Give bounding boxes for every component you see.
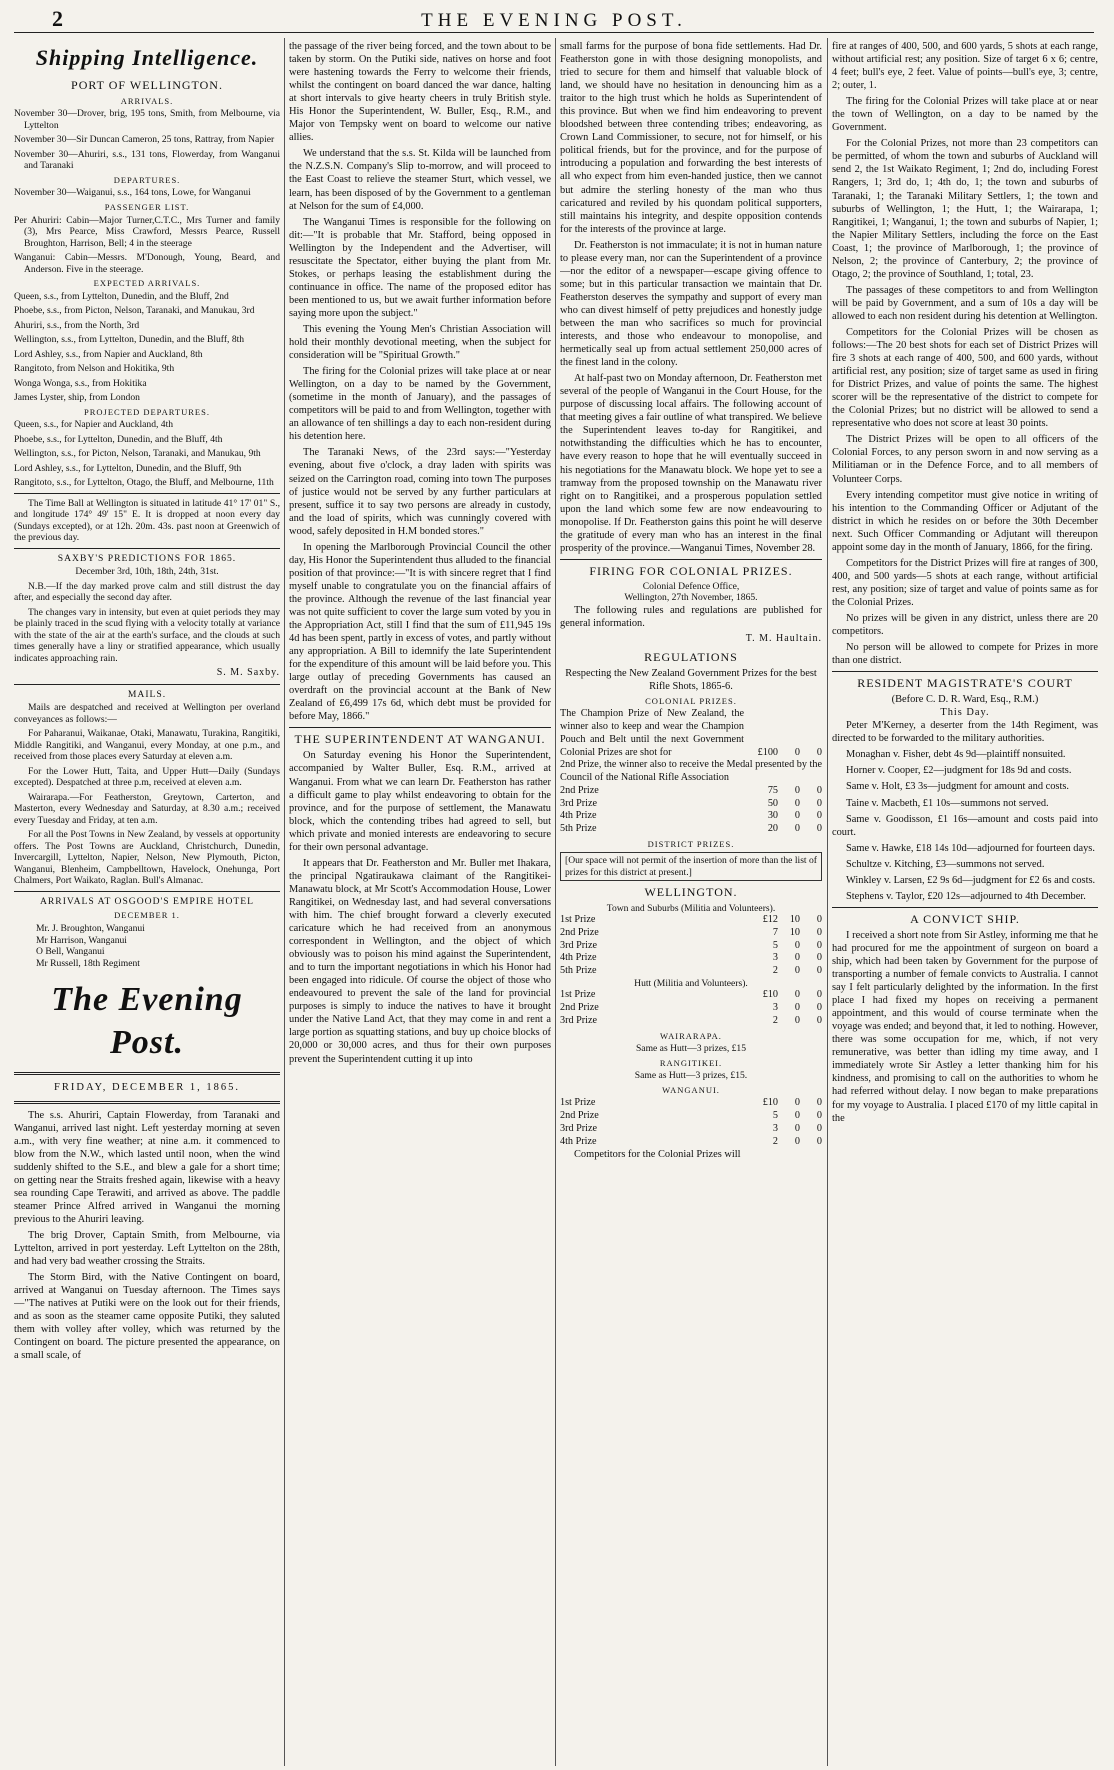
prize-shillings: 0 xyxy=(794,1110,800,1122)
expected-item: James Lyster, ship, from London xyxy=(14,392,140,404)
prize-pence: 0 xyxy=(816,784,822,796)
article-paragraph: Competitors for the Colonial Prizes will be chosen as follows:—The 20 best shots for each set of District Prizes will fire 3 shots at each range of 400, 500, and 600 yards, without artificial rest, any position; size of target same as used in firing for District Prizes, and value of points the same. The highest scorer will be the representative of the district to compete for the Colonial Prizes; but no district will be allowed to send a representative who does not score at least 30 points. xyxy=(832,326,1098,430)
arrival-item: November 30—Ahuriri, s.s., 131 tons, Flowerday, from Wanganui and Taranaki xyxy=(14,148,280,172)
divider xyxy=(832,907,1098,908)
wanganui-prize-table xyxy=(560,1097,822,1148)
prize-pounds: 30 xyxy=(767,810,778,822)
convict-heading: A CONVICT SHIP. xyxy=(910,911,1020,926)
arrivals-list xyxy=(14,108,280,172)
article-paragraph: For the Colonial Prizes, not more than 23 competitors can be permitted, of whom the town and suburbs of Auckland will send 2, the 1st Waikato Regiment, 1; 2nd do, including Forest Rangers, 1; 3rd do, 1; 4th do, 1; the town and suburbs of Taranaki, 1; the Taranaki Military Settlers, 1; the town and suburbs of Wellington, 1; the Hutt, 1; the Wairarapa, 1; Rangitikei, 1; Wanganui, 1; the town and suburbs of Napier, 1; the Napier Military Settlers, including the force on the East Coast, 1; the province of Marlborough, 1; the province of Nelson, 2; the province of Canterbury, 2; the province of Otago, 2; the province of Southland, 1; total, 23. xyxy=(832,138,1098,280)
projected-item: Phoebe, s.s., for Lyttelton, Dunedin, and the Bluff, 4th xyxy=(14,433,223,445)
prize-label: 1st Prize xyxy=(560,914,596,926)
osgood-heading: ARRIVALS AT OSGOOD'S EMPIRE HOTEL xyxy=(39,895,254,907)
prize-pence: 0 xyxy=(816,952,822,964)
prize-pence: 0 xyxy=(816,939,822,951)
column-2 xyxy=(289,40,551,1766)
prize-shillings: 0 xyxy=(794,1014,800,1026)
prize-pence: 0 xyxy=(816,1014,822,1026)
prize-label: 5th Prize xyxy=(560,965,597,977)
prize-pence: 0 xyxy=(816,926,822,938)
port-heading: PORT OF WELLINGTON. xyxy=(71,77,223,92)
court-entry: Peter M'Kerney, a deserter from the 14th Regiment, was directed to be forwarded to the military authorities. xyxy=(832,720,1098,745)
prize-pounds: 2 xyxy=(772,965,778,977)
prize-shillings: 10 xyxy=(789,914,800,926)
prize-label: The Champion Prize of New Zealand, the winner also to keep and wear the Champion Pouch and Belt until the next Government Colonial Prizes are shot for xyxy=(560,708,744,758)
prize-pounds: 3 xyxy=(772,1122,778,1134)
wairarapa-heading: WAIRARAPA. xyxy=(660,1030,722,1041)
mails-item: Wairarapa.—For Featherston, Greytown, Carterton, and Masterton, every Wednesday and Saturday, at 8.30 a.m.; received every Tuesday and Friday, at ten a.m. xyxy=(14,791,280,826)
prize-pence: 0 xyxy=(816,823,822,835)
osgood-name: Mr. J. Broughton, Wanganui xyxy=(36,923,145,935)
court-entry: Schultze v. Kitching, £3—summons not served. xyxy=(846,858,1045,870)
saxby-heading: SAXBY'S PREDICTIONS FOR 1865. xyxy=(57,552,237,564)
column-3 xyxy=(560,40,822,1766)
arrival-item: November 30—Sir Duncan Cameron, 25 tons, Rattray, from Napier xyxy=(14,134,275,146)
prize-pence: 0 xyxy=(816,914,822,926)
article-paragraph: The s.s. Ahuriri, Captain Flowerday, from Taranaki and Wanganui, arrived last night. Left yesterday morning at seven a.m., with very fine weather; at nine a.m. it commenced to blow from the N.W., which lasted until noon, when the wind suddenly shifted to the S.E., and blew a gale for a short time; on getting near the Straits freshed again, likewise with a heavy sea rounding Cape Terawiti, and arrived as above. The paddle steamer Prince Alfred arrived in Wanganui the morning previous to the Ahuriri leaving. xyxy=(14,1109,280,1225)
divider xyxy=(14,891,280,892)
table-row xyxy=(560,952,822,965)
prize-pence: 0 xyxy=(816,797,822,809)
prize-label: 2nd Prize xyxy=(560,1002,599,1014)
table-row xyxy=(560,965,822,978)
prize-shillings: 0 xyxy=(794,810,800,822)
article-paragraph: The District Prizes will be open to all officers of the Colonial Forces, to any person sworn in and now serving as a Militiaman or in the Defence Force, and to all members of Volunteer Corps. xyxy=(832,434,1098,485)
prize-label: 4th Prize xyxy=(560,952,597,964)
shipping-heading: Shipping Intelligence. xyxy=(35,45,259,70)
hutt-prize-table xyxy=(560,989,822,1027)
divider xyxy=(560,559,822,560)
table-row xyxy=(560,940,822,953)
prize-label: 3rd Prize xyxy=(560,797,598,809)
passenger-item: Per Ahuriri: Cabin—Major Turner,C.T.C., Mrs Turner and family (3), Mrs Pearce, Miss Crawford, Messrs Pearce, Russell Broughton, Harrison, Bell; 4 in the steerage xyxy=(14,214,280,249)
prize-label: 2nd Prize xyxy=(560,1110,599,1122)
prize-label: 1st Prize xyxy=(560,1097,596,1109)
prize-shillings: 0 xyxy=(794,965,800,977)
firing-office: Colonial Defence Office, xyxy=(642,580,740,592)
prize-pounds: £10 xyxy=(762,989,778,1001)
article-paragraph: At half-past two on Monday afternoon, Dr. Featherston met several of the people of Wanganui in the Court House, for the purpose of discussing local affairs. The following account of that meeting gives a fair outline of what transpired. We believe the Superintendent leaves to-day for Rangitikei, and notwithstanding the difficulties which he has to encounter, have every reason to hope that he will eventually succeed in his negotiations for the Manawatu block. We hope yet to see a tramway from the proposed township on the Manawatu river right on to Rangitikei, and a prosperous population settled upon the land which some few are now endeavouring to monopolise. If Dr. Featherston gains this point he will deserve the gratitude of every man who has an interest in the final prosperity of the province.—Wanganui Times, November 28. xyxy=(560,373,822,554)
prize-shillings: 0 xyxy=(794,746,800,758)
prize-shillings: 0 xyxy=(794,1002,800,1014)
article-paragraph: The Storm Bird, with the Native Contingent on board, arrived at Wanganui on Tuesday afternoon. The Times says—"The natives at Putiki were on the look out for their friends, and as soon as the steamer came opposite Putiki, they saluted them with volley after volley, which was returned by the Contingent on board. The picture presented the appearance, on a small scale, of xyxy=(14,1272,280,1362)
prize-label: 3rd Prize xyxy=(560,1122,598,1134)
expected-label: EXPECTED ARRIVALS. xyxy=(93,278,201,289)
article-paragraph: I received a short note from Sir Astley, informing me that he had procured for me the appointment of surgeon on board a ship, which had been taken by Government for the purpose of transporting a number of female convicts to Australia. I cannot say I felt particularly delighted by the information. In the first place I had fixed my hopes on receiving a permanent appointment, and this would of course terminate when the voyage was ended; and beyond that, it led to nothing. However, there was some occupation for me, which, if not very remunerative, was better than idling my time away, and I immediately wrote Sir Astley a letter thanking him for his kindness, and promising to call on the authorities to whom he had referred without delay. I now began to make preparations for my voyage to Australia. I placed £170 of my little capital in the xyxy=(832,929,1098,1124)
article-paragraph: No prizes will be given in any district, unless there are 20 competitors. xyxy=(832,612,1098,638)
prize-pence: 0 xyxy=(816,1097,822,1109)
prize-shillings: 0 xyxy=(794,939,800,951)
firing-date: Wellington, 27th November, 1865. xyxy=(624,592,758,604)
article-paragraph: Competitors for the Colonial Prizes will xyxy=(574,1149,741,1161)
divider xyxy=(14,684,280,685)
superintendent-heading: THE SUPERINTENDENT AT WANGANUI. xyxy=(294,732,546,747)
table-row xyxy=(560,1015,822,1028)
issue-date: FRIDAY, DECEMBER 1, 1865. xyxy=(54,1082,240,1094)
prize-label: 3rd Prize xyxy=(560,1014,598,1026)
firing-intro: The following rules and regulations are published for general information. xyxy=(560,604,822,629)
projected-list xyxy=(14,419,280,489)
prize-pence: 0 xyxy=(816,1002,822,1014)
divider xyxy=(832,671,1098,672)
article-paragraph: In opening the Marlborough Provincial Council the other day, His Honor the Superintendent thus alluded to the financial position of that province:—"It is with sincere regret that I find myself unable to congratulate you on the financial affairs of the province. Although the revenue of the last financial year was not quite sufficient to cover the large sum voted by you in the Appropriation Act, still I find that the sum of £11,945 19s 4d has been spent, partly in excess of votes, and partly without any appropriation. A Bill to idemnify the late Superintendent for the expenditure of this amount will be laid before you. This large outlay of preceding Governments has caused an overdraft on the provincial account at the Bank of New Zealand of £6,499 17s 6d, which debt must be provided for before May, 1866." xyxy=(289,541,551,723)
colonial-prize-table xyxy=(560,708,822,836)
article-paragraph: The firing for the Colonial prizes will take place at or near Wellington, on a day to be named by the Government, (sometime in the month of January), and the passages of competitors will be paid to and from Wellington, together with an allowance of ten shillings a day to each non-resident during his detention here. xyxy=(289,366,551,443)
time-ball-notice: The Time Ball at Wellington is situated in latitude 41° 17' 01" S., and longitude 174° 49' 15" E. It is dropped at noon every day (Sundays excepted), or at 12h. 20m. 43s. past noon at Greenwich of the previous day. xyxy=(14,497,280,544)
table-row xyxy=(560,785,822,798)
saxby-dates: December 3rd, 10th, 18th, 24th, 31st. xyxy=(75,566,219,578)
expected-item: Phoebe, s.s., from Picton, Nelson, Taranaki, and Manukau, 3rd xyxy=(14,305,255,317)
prize-pounds: £10 xyxy=(762,1097,778,1109)
mails-item: For all the Post Towns in New Zealand, by vessels at opportunity offers. The Post Towns are Auckland, Christchurch, Dunedin, Invercargill, Lyttelton, Napier, Nelson, New Plymouth, Picton, Wanganui, Blenheim, Campbelltown, Havelock, Onehunga, Port Chalmers, Port Waikato, Raglan. Bull's Almanac. xyxy=(14,829,280,887)
article-paragraph: The brig Drover, Captain Smith, from Melbourne, via Lyttelton, arrived in port yesterday. Left Lyttelton on the 28th, and had very bad weather crossing the Straits. xyxy=(14,1230,280,1268)
table-row xyxy=(560,759,822,785)
prize-pounds: 2 xyxy=(772,1014,778,1026)
column-rule xyxy=(827,38,828,1766)
prize-pence: 0 xyxy=(816,1122,822,1134)
newspaper-title: THE EVENING POST. xyxy=(421,10,687,31)
mails-heading: MAILS. xyxy=(127,688,167,700)
passengers-list xyxy=(14,215,280,276)
table-row xyxy=(560,927,822,940)
osgood-name: Mr Russell, 18th Regiment xyxy=(36,957,140,969)
prize-pounds: 3 xyxy=(772,1002,778,1014)
wairarapa-note: Same as Hutt—3 prizes, £15 xyxy=(635,1043,747,1055)
prize-pounds: 5 xyxy=(772,939,778,951)
prize-pounds: 20 xyxy=(767,823,778,835)
osgood-name: Mr Harrison, Wanganui xyxy=(36,934,127,946)
projected-item: Wellington, s.s., for Picton, Nelson, Taranaki, and Manukau, 9th xyxy=(14,448,261,460)
court-day: This Day. xyxy=(940,707,990,719)
article-paragraph: small farms for the purpose of bona fide settlements. Had Dr. Featherston gone in with those designing monopolists, and tried to secure for them and himself that valuable block of land, we should have no hesitation in denouncing him as a traitor to the high trust which he holds as Superintendent of this province. But when we find him endeavoring to prevent bloodshed between three contending tribes; endeavoring, as Crown Land Commissioner, to secure, not for himself, or his political friends, but for the province, and for the purpose of introducing a population and forwarding the best interests of all who expect from him even-handed justice, then we cannot but admire the sterling honesty of the man who thus caricatured and reviled by his quondam political supporters, still maintains his integrity, and despite opposition contends for the interests of the province at large. xyxy=(560,41,822,235)
prize-shillings: 0 xyxy=(794,797,800,809)
prize-shillings: 10 xyxy=(789,926,800,938)
divider xyxy=(14,1072,280,1075)
district-note: [Our space will not permit of the insertion of more than the list of prizes for this district at present.] xyxy=(560,852,822,881)
court-entry: Winkley v. Larsen, £2 9s 6d—judgment for £2 6s and costs. xyxy=(846,874,1096,886)
passenger-item: Wanganui: Cabin—Messrs. M'Donough, Young, Beard, and Anderson. Five in the steerage. xyxy=(14,252,280,275)
divider xyxy=(289,727,551,728)
wanganui-heading: WANGANUI. xyxy=(662,1084,720,1095)
court-heading: RESIDENT MAGISTRATE'S COURT xyxy=(857,676,1073,691)
table-row xyxy=(560,1097,822,1110)
table-row xyxy=(560,1110,822,1123)
prize-pounds: £100 xyxy=(757,746,778,758)
projected-label: PROJECTED DEPARTURES. xyxy=(84,406,210,417)
column-4 xyxy=(832,40,1098,1766)
article-paragraph: We understand that the s.s. St. Kilda will be launched from the N.Z.S.N. Company's Slip to-morrow, and will proceed to the East Coast to relieve the steamer Sturt, which vessel, we learn, has been disposed of by the Government to a gentleman at Nelson for the sum of £4,000. xyxy=(289,148,551,212)
prize-label: 1st Prize xyxy=(560,989,596,1001)
osgood-name: O Bell, Wanganui xyxy=(36,946,105,958)
expected-item: Lord Ashley, s.s., from Napier and Auckland, 8th xyxy=(14,348,203,360)
article-paragraph: Dr. Featherston is not immaculate; it is not in human nature to please every man, nor can the Superintendent of a province—nor the editor of a newspaper—escape giving offence to some; but in this particular transaction we maintain that Dr. Featherston deserves the sympathy and support of every man who can divest himself of petty prejudices and honestly judge between the man who sacrifices so much for provincial interests, and those who endeavour to monopolise, and hermetically seal up from actual settlement 250,000 acres of the finest land in the colony. xyxy=(560,239,822,369)
court-entry: Taine v. Macbeth, £1 10s—summons not served. xyxy=(846,797,1049,809)
firing-heading: FIRING FOR COLONIAL PRIZES. xyxy=(589,563,793,578)
prize-pounds: 75 xyxy=(767,784,778,796)
saxby-signature: S. M. Saxby. xyxy=(216,667,280,679)
divider xyxy=(14,1101,280,1104)
arrival-item: November 30—Drover, brig, 195 tons, Smith, from Melbourne, via Lyttelton xyxy=(14,108,280,131)
departure-item: November 30—Waiganui, s.s., 164 tons, Lowe, for Wanganui xyxy=(14,187,251,199)
prize-pounds: 50 xyxy=(767,797,778,809)
article-paragraph: fire at ranges of 400, 500, and 600 yards, 5 shots at each range, without artificial rest; any position. Size of target 6 x 6; centre, 4 feet; bull's eye, 2 feet. Value of points—bull's eye, 3; centre, 2; outer, 1. xyxy=(832,41,1098,92)
arrivals-label: ARRIVALS. xyxy=(120,95,174,106)
prize-pence: 0 xyxy=(816,810,822,822)
table-row xyxy=(560,1123,822,1136)
article-paragraph: This evening the Young Men's Christian Association will hold their monthly devotional meeting, when the subject for consideration will be "Spiritual Growth." xyxy=(289,323,551,362)
divider xyxy=(14,493,280,494)
prize-label: 4th Prize xyxy=(560,810,597,822)
court-entry: Stephens v. Taylor, £20 12s—adjourned to 4th December. xyxy=(846,890,1086,902)
expected-item: Rangitoto, from Nelson and Hokitika, 9th xyxy=(14,363,175,375)
osgood-list xyxy=(14,923,280,969)
table-row xyxy=(560,914,822,927)
prize-pounds: 2 xyxy=(772,1135,778,1147)
prize-shillings: 0 xyxy=(794,823,800,835)
table-row xyxy=(560,823,822,836)
article-paragraph: Every intending competitor must give notice in writing of his intention to the Commanding Officer or Adjutant of the district in which he resides on or before the 30th December next. Such Officer Commanding or Adjutant will thereupon appoint some day in the month of January, 1866, for the firing. xyxy=(832,489,1098,553)
saxby-nb: N.B.—If the day marked prove calm and still distrust the day after, and especially the second day after. xyxy=(14,580,280,604)
wellington-heading: WELLINGTON. xyxy=(644,885,738,900)
passengers-label: PASSENGER LIST. xyxy=(104,201,190,212)
firing-signature: T. M. Haultain. xyxy=(745,632,822,644)
table-row xyxy=(560,1136,822,1149)
court-entry: Same v. Goodisson, £1 16s—amount and costs paid into court. xyxy=(832,813,1098,838)
column-rule xyxy=(284,38,285,1766)
projected-item: Queen, s.s., for Napier and Auckland, 4th xyxy=(14,419,174,431)
prize-pence: 0 xyxy=(816,965,822,977)
prize-pence: 0 xyxy=(816,1135,822,1147)
rangitikei-note: Same as Hutt—3 prizes, £15. xyxy=(634,1070,748,1082)
article-paragraph: The Wanganui Times is responsible for the following on dit:—"It is probable that Mr. Stafford, being opposed in Wellington by the Independent and the Advertiser, will resuscitate the Spectator, either buying the plant from Mr. Stokes, or perhaps leasing the establishment during the continuance in office. The name of the proposed editor has been mentioned to us, but we await further information before saying more upon the subject." xyxy=(289,216,551,319)
prize-pounds: £12 xyxy=(762,914,778,926)
prize-pounds: 7 xyxy=(772,926,778,938)
expected-list xyxy=(14,291,280,404)
article-paragraph: On Saturday evening his Honor the Superintendent, accompanied by Walter Buller, Esq. R.M., arrived at Wanganui. From what we can learn Dr. Featherston has rather a difficult game to play whilst endeavoring to obtain for the province, and for the purpose of settlement, the Manawatu block, which the contending tribes had agreed to sell, but which private and monied interests are endeavoring to secure for their own personal advantage. xyxy=(289,750,551,853)
saxby-body: The changes vary in intensity, but even at quiet periods they may be plainly traced in the scud flying with a velocity totally at variance with the state of the air at the earth's surface, and the clouds at such times generally have a liny or stratified appearance, which usually indicates approaching rain. xyxy=(14,606,280,664)
wellington-sub: Town and Suburbs (Militia and Volunteers). xyxy=(606,902,776,914)
departures-list xyxy=(14,187,280,199)
prize-label: 2nd Prize xyxy=(560,784,599,796)
court-entry: Horner v. Cooper, £2—judgment for 18s 9d and costs. xyxy=(846,765,1072,777)
table-row xyxy=(560,708,822,759)
evening-post-nameplate: The Evening Post. xyxy=(51,981,243,1061)
prize-pence: 0 xyxy=(816,1110,822,1122)
table-row xyxy=(560,989,822,1002)
court-entry: Same v. Holt, £3 3s—judgment for amount and costs. xyxy=(846,781,1069,793)
prize-pence: 0 xyxy=(816,989,822,1001)
expected-item: Wellington, s.s., from Lyttelton, Dunedin, and the Bluff, 8th xyxy=(14,334,245,346)
prize-pounds: 5 xyxy=(772,1110,778,1122)
prize-shillings: 0 xyxy=(794,989,800,1001)
osgood-date: DECEMBER 1. xyxy=(114,910,180,921)
prize-label: 2nd Prize, the winner also to receive the Medal presented by the Council of the National Rifle Association xyxy=(560,759,822,784)
article-paragraph: The Taranaki News, of the 23rd says:—"Yesterday evening, about five o'clock, a dray laden with spirits was seized on the Carrington road, coming into town The purposes of justice would not be served by any further particulars at present, suffice it to say two persons are already in custody, and the load of spirits, which was cunningly covered with wood, safely deposited in H.M bonded stores." xyxy=(289,447,551,537)
prize-label: 2nd Prize xyxy=(560,926,599,938)
mails-item: For Paharanui, Waikanae, Otaki, Manawatu, Turakina, Rangitiki, Middle Rangitiki, and Wanganui, every Monday, at one p.m., and received from those places every Saturday at eleven a.m. xyxy=(14,728,280,763)
prize-label: 3rd Prize xyxy=(560,939,598,951)
article-paragraph: It appears that Dr. Featherston and Mr. Buller met Ihakara, the principal Ngatiraukawa claimant of the Rangitikei-Manawatu block, at Mr Scott's Accommodation House, Lower Rangitikei, on Wednesday last, and had several conversations with him. The chief brought forward a cleverly executed caricature which he had received from an anonymous correspondent in Wellington, and the object of which obviously was to poison his mind against the Superintendent, and to turn the important negotiations in which his Honor had been engaged into ridicule. Of course the object of those who endeavoured to prevent the sale of the land for provincial purposes is simply to induce the natives to have it brought under the Native Land Act, that they may come in and rent a large portion as squatting stations, and buy up choice blocks of 20,000 or 30,000 acres, and thus for their own purposes prevent the Superintendent cutting it up into xyxy=(289,857,551,1065)
table-row xyxy=(560,798,822,811)
table-row xyxy=(560,1002,822,1015)
prize-label: 5th Prize xyxy=(560,823,597,835)
prize-shillings: 0 xyxy=(794,1097,800,1109)
expected-item: Ahuriri, s.s., from the North, 3rd xyxy=(14,319,140,331)
page-number: 2 xyxy=(52,6,63,31)
hutt-sub: Hutt (Militia and Volunteers). xyxy=(634,977,748,989)
colonial-label: COLONIAL PRIZES. xyxy=(645,695,737,706)
table-row xyxy=(560,810,822,823)
article-paragraph: the passage of the river being forced, and the town about to be taken by storm. On the Putiki side, natives on horse and foot were hastening towards the Ferry to welcome their friends, whilst the contingent on board danced the war dance, halting at short intervals to give hearty cheers in truly British style. His Honor the Superintendent, W. Buller, Esq., R.M., and Major von Tempsky went on board to welcome our native allies. xyxy=(289,41,551,144)
regulations-sub: Respecting the New Zealand Government Prizes for the best Rifle Shots, 1865-6. xyxy=(565,667,817,692)
masthead xyxy=(14,4,1094,33)
projected-item: Rangitoto, s.s., for Lyttelton, Otago, the Bluff, and Melbourne, 11th xyxy=(14,477,274,489)
rangitikei-heading: RANGITIKEI. xyxy=(659,1057,723,1068)
article-paragraph: Competitors for the District Prizes will fire at ranges of 300, 400, and 500 yards—5 shots at each range, without artificial rest, any position; size of target and value of points same as for the Colonial Prizes. xyxy=(832,557,1098,608)
article-paragraph: The passages of these competitors to and from Wellington will be paid by Government, and a sum of 10s a day will be allowed to each non resident during his detention at Wellington. xyxy=(832,284,1098,322)
mails-intro: Mails are despatched and received at Wellington per overland conveyances as follows:— xyxy=(14,702,280,725)
prize-shillings: 0 xyxy=(794,1122,800,1134)
expected-item: Queen, s.s., from Lyttelton, Dunedin, and the Bluff, 2nd xyxy=(14,290,229,302)
column-rule xyxy=(555,38,556,1766)
court-entry: Same v. Hawke, £18 14s 10d—adjourned for fourteen days. xyxy=(846,842,1095,854)
divider xyxy=(14,548,280,549)
prize-shillings: 0 xyxy=(794,1135,800,1147)
prize-shillings: 0 xyxy=(794,784,800,796)
wellington-prize-table xyxy=(560,914,822,978)
prize-shillings: 0 xyxy=(794,952,800,964)
court-sub: (Before C. D. R. Ward, Esq., R.M.) xyxy=(891,694,1039,706)
prize-pounds: 3 xyxy=(772,952,778,964)
article-paragraph: No person will be allowed to compete for Prizes in more than one district. xyxy=(832,642,1098,667)
prize-label: 4th Prize xyxy=(560,1135,597,1147)
projected-item: Lord Ashley, s.s., for Lyttelton, Dunedin, and the Bluff, 9th xyxy=(14,462,242,474)
district-label: DISTRICT PRIZES. xyxy=(647,838,735,849)
expected-item: Wonga Wonga, s.s., from Hokitika xyxy=(14,377,147,389)
article-paragraph: The firing for the Colonial Prizes will take place at or near the town of Wellington, on a day to be named by the Government. xyxy=(832,96,1098,134)
prize-pence: 0 xyxy=(816,746,822,758)
regulations-heading: REGULATIONS xyxy=(644,649,738,664)
mails-item: For the Lower Hutt, Taita, and Upper Hutt—Daily (Sundays excepted). Despatched at three p.m, received at eleven a.m. xyxy=(14,765,280,789)
court-entry: Monaghan v. Fisher, debt 4s 9d—plaintiff nonsuited. xyxy=(846,749,1066,761)
departures-label: DEPARTURES. xyxy=(113,174,181,185)
column-1 xyxy=(14,40,280,1766)
